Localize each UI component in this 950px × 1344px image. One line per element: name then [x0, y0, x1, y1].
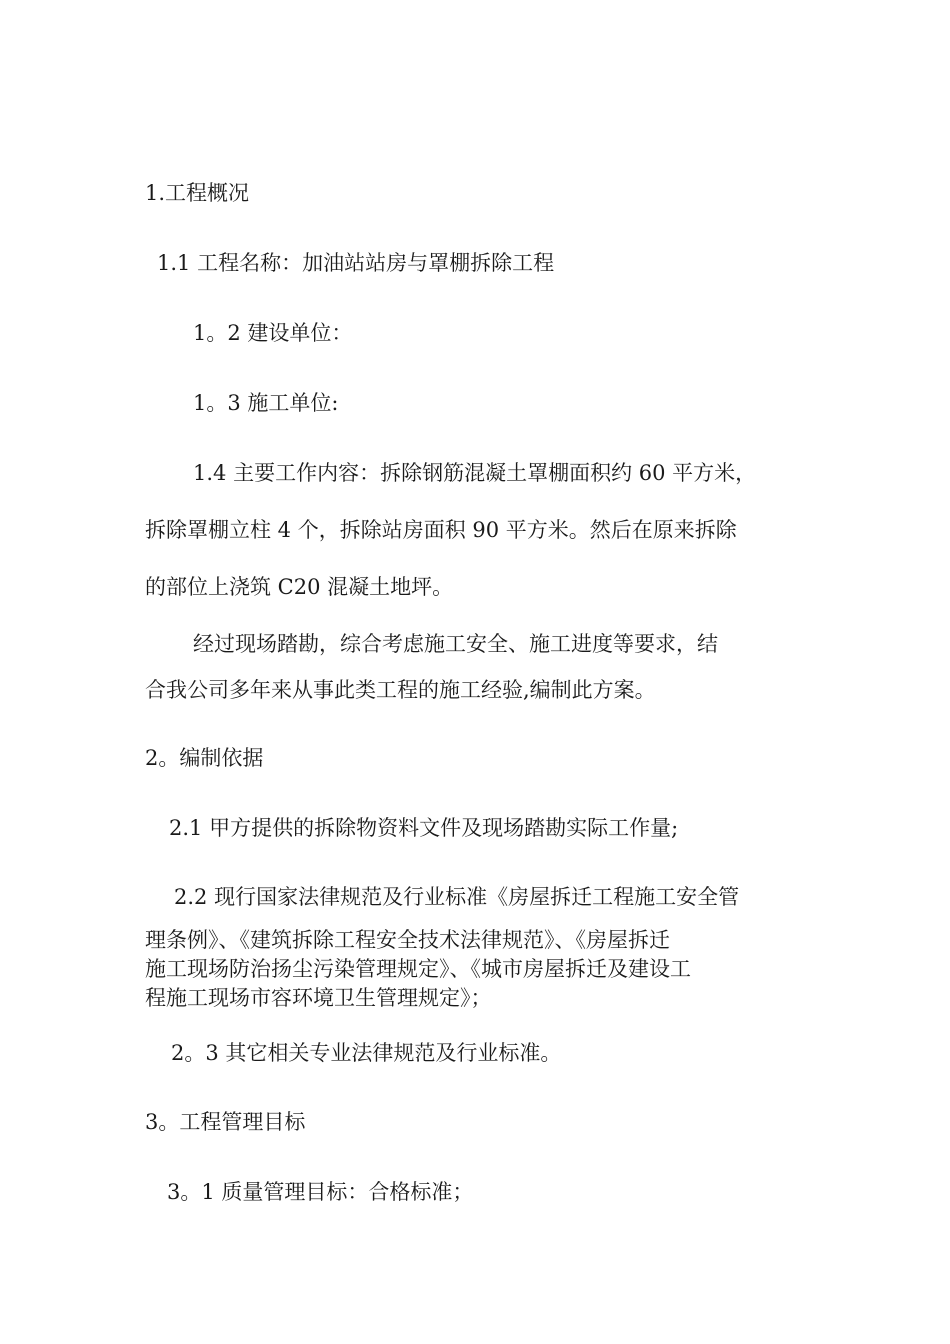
paragraph-2-2-line-1: 2.2 现行国家法律规范及行业标准《房屋拆迁工程施工安全管	[174, 885, 740, 909]
section-heading-1: 1.工程概况	[145, 181, 250, 205]
paragraph-1-4-line-1: 1.4 主要工作内容：拆除钢筋混凝土罩棚面积约 60 平方米，	[193, 461, 757, 485]
paragraph-3-1: 3。1 质量管理目标：合格标准；	[167, 1180, 474, 1204]
paragraph-intro-line-2: 合我公司多年来从事此类工程的施工经验,编制此方案。	[145, 678, 656, 702]
paragraph-1-4-line-3: 的部位上浇筑 C20 混凝土地坪。	[145, 575, 454, 599]
paragraph-2-2-line-4: 程施工现场市容环境卫生管理规定》；	[145, 986, 492, 1010]
paragraph-1-2: 1。2 建设单位：	[193, 321, 353, 345]
paragraph-2-3: 2。3 其它相关专业法律规范及行业标准。	[171, 1041, 562, 1065]
paragraph-2-1: 2.1 甲方提供的拆除物资料文件及现场踏勘实际工作量;	[169, 816, 679, 840]
paragraph-2-2-line-3: 施工现场防治扬尘污染管理规定》、《城市房屋拆迁及建设工	[145, 957, 691, 981]
paragraph-1-4-line-2: 拆除罩棚立柱 4 个，拆除站房面积 90 平方米。然后在原来拆除	[145, 518, 737, 542]
section-heading-2: 2。编制依据	[145, 746, 264, 770]
section-heading-3: 3。工程管理目标	[145, 1110, 306, 1134]
paragraph-2-2-line-2: 理条例》、《建筑拆除工程安全技术法律规范》、《房屋拆迁	[145, 928, 670, 952]
paragraph-intro-line-1: 经过现场踏勘，综合考虑施工安全、施工进度等要求，结	[193, 632, 718, 656]
paragraph-1-3: 1。3 施工单位:	[193, 391, 339, 415]
paragraph-1-1: 1.1 工程名称：加油站站房与罩棚拆除工程	[157, 251, 555, 275]
